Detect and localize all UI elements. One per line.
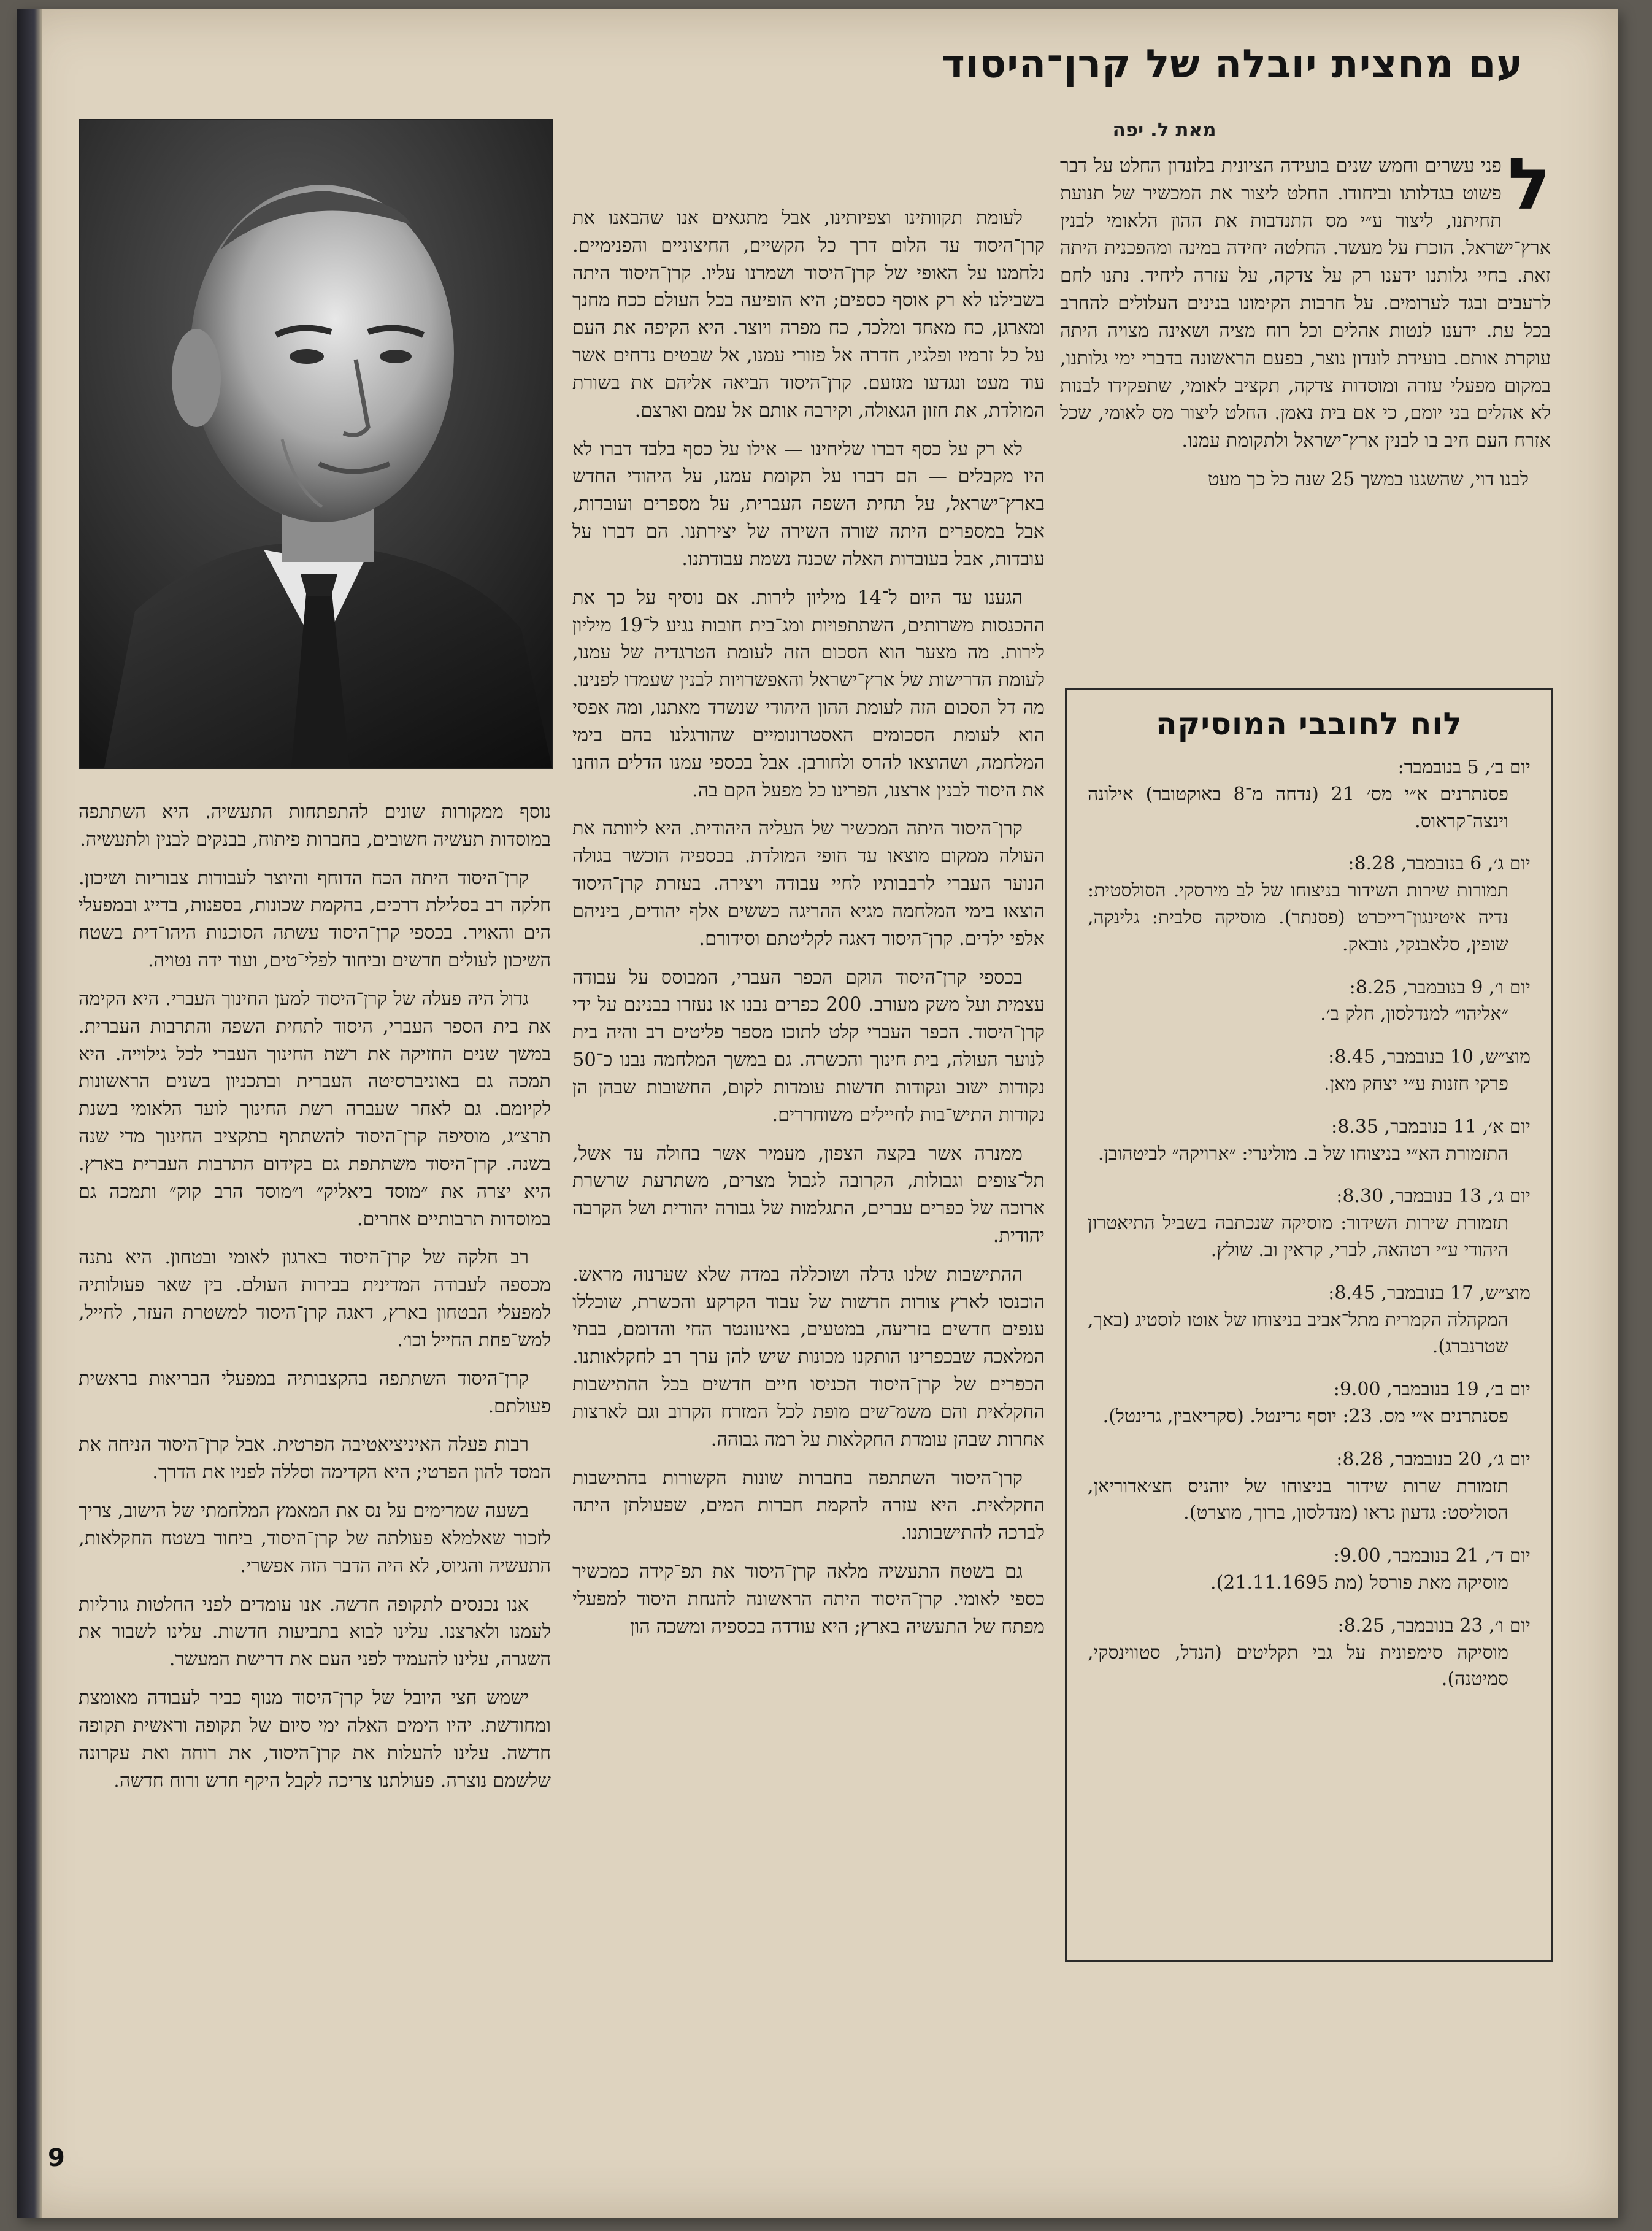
article-column-right	[1060, 153, 1551, 644]
magazine-page	[17, 9, 1618, 2218]
event-description: תזמורת שרות שידור בניצוחו של יוהניס חצ׳אדוריאן, הסוליסט: גדעון גראו (מנדלסון, ברוך, מוצרט).	[1088, 1475, 1508, 1524]
article-paragraph: ההתישבות שלנו גדלה ושוכללה במדה שלא שערנוה מראש. הוכנסו לארץ צורות חדשות של עבוד הקרקע והכשרת, שוכללו ענפים חדשים בזריעה, במטעים, באינוונטר החי והדומם, בבתי המלאכה שבכפרינו הותקנו מכונות שיש להן ערך רב לחקלאותנו. הכפרים של קרן־היסוד הכניסו חיים חדשים בכל ההתישבות החקלאית והם משמ־שים מופת לכל המזרח הקרוב וגם לארצות אחרות שבהן עומדת החקלאות על רמה גבוהה.	[572, 1263, 1045, 1451]
event-date: מוצ״ש, 17 בנובמבר, 8.45:	[1328, 1282, 1531, 1304]
music-event	[1067, 1183, 1551, 1263]
event-date: יום ב׳, 19 בנובמבר, 9.00:	[1333, 1379, 1531, 1401]
music-event	[1067, 1280, 1551, 1360]
article-column-middle	[572, 205, 1045, 2168]
article-paragraph: קרן־היסוד היתה המכשיר של העליה היהודית. היא ליוותה את העולה ממקום מוצאו עד חופי המולדת. בכספיה הוכשר בגולה הנוער העברי לרבבותיו לחיי עבודה ויצירה. בעזרת קרן־היסוד הוצאו בימי המלחמה מגיא ההריגה כששים אלף יהודים, ביניהם אלפי ילדים. קרן־היסוד דאגה לקליטתם וסידורם.	[572, 818, 1045, 950]
music-event	[1067, 1114, 1551, 1168]
article-paragraph: קרן־היסוד השתתפה בחברות שונות הקשורות בהתישבות החקלאית. היא עזרה להקמת חברות המים, שפעולתן היתה לברכה להתישבותנו.	[572, 1467, 1045, 1544]
event-date: יום א׳, 11 בנובמבר, 8.35:	[1331, 1116, 1531, 1138]
event-date: יום ו׳, 23 בנובמבר, 8.25:	[1337, 1614, 1531, 1636]
music-event	[1067, 974, 1551, 1028]
drop-cap: ל	[1507, 153, 1551, 226]
event-description: פסנתרנים א״י מס. 23: יוסף גרינטל. (סקריאבין, גרינטל).	[1102, 1405, 1508, 1427]
event-description: ״אליהו״ למנדלסון, חלק ב׳.	[1320, 1003, 1508, 1025]
article-paragraph: בכספי קרן־היסוד הוקם הכפר העברי, המבוסס על עבודה עצמית ועל משק מעורב. 200 כפרים נבנו או נעזרו בבנינם על ידי קרן־היסוד. הכפר העברי קלט לתוכו מספר פליטים רב והיה בית לנוער העולה, בית חינוך והכשרה. גם במשך המלחמה נבנו כ־50 נקודות ישוב ונקודות חדשות עומדות לקום, החשובות שבהן הן נקודות התיש־בות לחיילים משוחררים.	[572, 966, 1045, 1126]
music-event	[1067, 754, 1551, 834]
event-date: יום ג׳, 6 בנובמבר, 8.28:	[1348, 853, 1531, 875]
article-paragraph: גדול היה פעלה של קרן־היסוד למען החינוך העברי. היא הקימה את בית הספר העברי, היסוד לתחית השפה והתרבות העברית. במשך שנים החזיקה את רשת החינוך העברי לכל גילוייה. היא תמכה גם באוניברסיטה העברית ובתכניון בשנים הראשונות לקיומם. גם לאחר שעברה רשת החינוך לועד הלאומי בשנת תרצ״ג, מוסיפה קרן־היסוד להשתתף בתקציב החינוך מדי שנה בשנה. קרן־היסוד משתתפת גם בקידום התרבות העברית בארץ. היא יצרה את ״מוסד ביאליק״ ו״מוסד הרב קוק״ ותמכה גם במוסדות תרבותיים אחרים.	[79, 988, 551, 1230]
event-description: פרקי חזנות ע״י יצחק מאן.	[1324, 1073, 1508, 1095]
article-paragraph: ל פני עשרים וחמש שנים בועידה הציונית בלונדון החלט על דבר פשוט בגדלותו וביחודו. החלט ליצור את המכשיר של תנועת תחיתנו, ליצור ע״י מס התנדבות את ההון הלאומי לבנין ארץ־ישראל. הוכרז על מעשר. החלטה יחידה במינה ומהפכנית היתה זאת. בחיי גלותנו ידענו רק על צדקה, על עזרה ליחיד. נתנו לחם לרעבים ובגד לערומים. על חרבות הקימונו בנינים העלולים להחרב בכל עת. ידענו לנטות אהלים וכל רוח מציה ושאינה מצויה היתה עוקרת אותם. בועידת לונדון נוצר, בפעם הראשונה בדברי ימי גלותנו, במקום מפעלי עזרה ומוסדות צדקה, תקציב לאומי, שתפקידו לבנות לא אהלים בני יומם, כי אם בית נאמן. החלט ליצור מס לאומי, שכל אזרח העם חיב בו לבנין ארץ־ישראל ולתקומת עמנו.	[1060, 153, 1551, 452]
article-paragraph: לא רק על כסף דברו שליחינו — אילו על כסף בלבד דברו לא היו מקבלים — הם דברו על תקומת עמנו, על היהודי החדש בארץ־ישראל, על תחית השפה העברית, על מספרים ועובדות, אבל במספרים היתה שורה השירה של יצירתנו. הם דברו על עובדות, אבל בעובדות האלה שכנה נשמת עבודתנו.	[572, 438, 1045, 570]
event-description: פסנתרנים א״י מס׳ 21 (נדחה מ־8 באוקטובר) אילונה וינצה־קראוס.	[1088, 783, 1508, 832]
music-event	[1067, 1044, 1551, 1098]
portrait-image	[80, 120, 552, 768]
article-paragraph: קרן־היסוד השתתפה בהקצבותיה במפעלי הבריאות בראשית פעולתם.	[79, 1368, 551, 1417]
music-event	[1067, 1613, 1551, 1693]
event-description: המקהלה הקמרית מתל־אביב בניצוחו של אוטו לוסטיג (באך, שטרנברג).	[1088, 1309, 1508, 1358]
event-date: יום ד׳, 21 בנובמבר, 9.00:	[1333, 1545, 1531, 1567]
article-headline: עם מחצית יובלה של קרן־היסוד	[942, 42, 1523, 87]
event-date: יום ג׳, 20 בנובמבר, 8.28:	[1336, 1448, 1531, 1470]
event-description: מוסיקה מאת פורסל (מת 21.11.1695).	[1210, 1571, 1508, 1593]
binding-spine	[17, 9, 42, 2218]
article-paragraph: הגענו עד היום ל־14 מיליון לירות. אם נוסיף על כך את ההכנסות משרותים, השתתפויות ומג־בית חובות נגיע ל־19 מיליון לירות. מה מצער הוא הסכום הזה לעומת הטרגדיה של עמנו, לעומת הדרישות של ארץ־ישראל והאפשרויות לבנין שעמדו לפנינו. מה דל הסכום הזה לעומת ההון היהודי שנשדד מאתנו, ומה אפסי הוא לעומת הסכומים האסטרונומיים שהורגלנו בהם בימי המלחמה, ושהוצאו להרס ולחורבן. אבל בכספי עמנו הדלים הוחנו את היסוד לבנין ארצנו, הפרינו כל מפעל הקם בה.	[572, 587, 1045, 801]
article-paragraph: ישמש חצי היובל של קרן־היסוד מנוף כביר לעבודה מאומצת ומחודשת. יהיו הימים האלה ימי סיום של תקופה וראשית תקופה חדשה. עלינו להעלות את קרן־היסוד, את רוחה ואת עקרונה שלשמם נוצרה. פעולתנו צריכה לקבל היקף חדש ורוח חדשה.	[79, 1687, 551, 1792]
article-paragraph: לעומת תקוותינו וצפיותינו, אבל מתגאים אנו שהבאנו את קרן־היסוד עד הלום דרך כל הקשיים, החיצוניים והפנימיים. נלחמנו על האופי של קרן־היסוד ושמרנו עליו. קרן־היסוד היתה בשבילנו לא רק אוסף כספים; היא הופיעה בכל העולם ככח מחנך ומארגן, כח מאחד ומלכד, כח מפרה ויוצר. היא הקיפה את העם על כל זרמיו ופלגיו, חדרה אל פזורי עמנו, אל שבטים נדחים אשר עוד מעט ונגדעו מגזעם. קרן־היסוד הביאה אליהם את בשורת המולדת, את חזון הגאולה, וקירבה אותם אל עמם וארצם.	[572, 207, 1045, 422]
article-paragraph: אנו נכנסים לתקופה חדשה. אנו עומדים לפני החלטות גורליות לעמנו ולארצנו. עלינו לבוא בתביעות חדשות. עלינו לשבור את השגרה, עלינו להעמיד לפני העם את דרישת המעשר.	[79, 1593, 551, 1671]
article-paragraph: קרן־היסוד היתה הכח הדוחף והיוצר לעבודות צבוריות ושיכון. חלקה רב בסלילת דרכים, בהקמת שכונות, בספנות, בדייג ובמפעלי הים והאויר. בכספי קרן־היסוד עשתה הסוכנות היהו־דית בשטח השיכון לעולים חדשים וביחוד לפלי־טים, ועוד ידה נטויה.	[79, 867, 551, 972]
event-date: יום ו׳, 9 בנובמבר, 8.25:	[1349, 976, 1531, 998]
music-event	[1067, 850, 1551, 958]
event-description: תמורות שירות השידור בניצוחו של לב מירסקי. הסולסטית: נדיה איטינגון־רייכרט (פסנתר). מוסיקה סלבית: גלינקה, שופין, סלאבנקי, נובאק.	[1088, 880, 1508, 955]
article-paragraph: לבנו דוי, שהשגנו במשך 25 שנה כל כך מעט	[1208, 469, 1529, 491]
music-event	[1067, 1543, 1551, 1597]
event-description: התזמורת הא״י בניצוחו של ב. מולינרי: ״ארויקה״ לביטהובן.	[1097, 1142, 1508, 1165]
article-byline: מאת ל. יפה	[1112, 119, 1216, 141]
article-paragraph: רבות פעלה האיניציאטיבה הפרטית. אבל קרן־היסוד הניחה את המסד להון הפרטי; היא הקדימה וסללה לפניו את הדרך.	[79, 1434, 551, 1484]
music-event	[1067, 1446, 1551, 1527]
event-description: מוסיקה סימפונית על גבי תקליטים (הנדל, סטווינסקי, סמיטנה).	[1088, 1641, 1508, 1690]
music-calendar-title: לוח לחובבי המוסיקה	[1156, 706, 1462, 742]
page-number: 9	[48, 2144, 65, 2172]
music-event	[1067, 1376, 1551, 1430]
article-paragraph: גם בשטח התעשיה מלאה קרן־היסוד את תפ־קידה כמכשיר כספי לאומי. קרן־היסוד היתה הראשונה להנחת היסוד למפעלי מפתח של התעשיה בארץ; היא עודדה בכספיה ומשכה הון	[572, 1561, 1045, 1638]
music-calendar-box	[1065, 688, 1553, 1962]
event-date: מוצ״ש, 10 בנובמבר, 8.45:	[1328, 1046, 1531, 1068]
portrait-photo	[79, 119, 553, 769]
event-date: יום ג׳, 13 בנובמבר, 8.30:	[1336, 1185, 1531, 1208]
article-paragraph: נוסף ממקורות שונים להתפתחות התעשיה. היא השתתפה במוסדות תעשיה חשובים, בחברות פיתוח, בבנקים לבנין ולתעשיה.	[79, 801, 551, 850]
article-paragraph: ממנרה אשר בקצה הצפון, מעמיר אשר בחולה עד אשל, תל־צופים וגבולות, הקרובה לגבול מצרים, משתרעת שרשרת ארוכה של כפרים עברים, התגלמות של גבורה יהודית ושל הקרבה יהודית.	[572, 1142, 1045, 1247]
article-column-left	[79, 799, 551, 2167]
article-paragraph: בשעה שמרימים על נס את המאמץ המלחמתי של הישוב, צריך לזכור שאלמלא פעולתה של קרן־היסוד, ביחוד בשטח החקלאות, התעשיה והגיוס, לא היה הדבר הזה אפשרי.	[79, 1500, 551, 1577]
event-date: יום ב׳, 5 בנובמבר:	[1397, 757, 1531, 778]
event-description: תזמורת שירות השידור: מוסיקה שנכתבה בשביל התיאטרון היהודי ע״י רטהאה, לברי, קראין וב. שולץ.	[1088, 1212, 1508, 1261]
article-paragraph: רב חלקה של קרן־היסוד בארגון לאומי ובטחון. היא נתנה מכספה לעבודה המדינית בבירות העולם. בין שאר פעולותיה למפעלי הבטחון בארץ, דאגה קרן־היסוד למשטרת העזר, לחייל, למש־פחת החייל וכו׳.	[79, 1247, 551, 1351]
